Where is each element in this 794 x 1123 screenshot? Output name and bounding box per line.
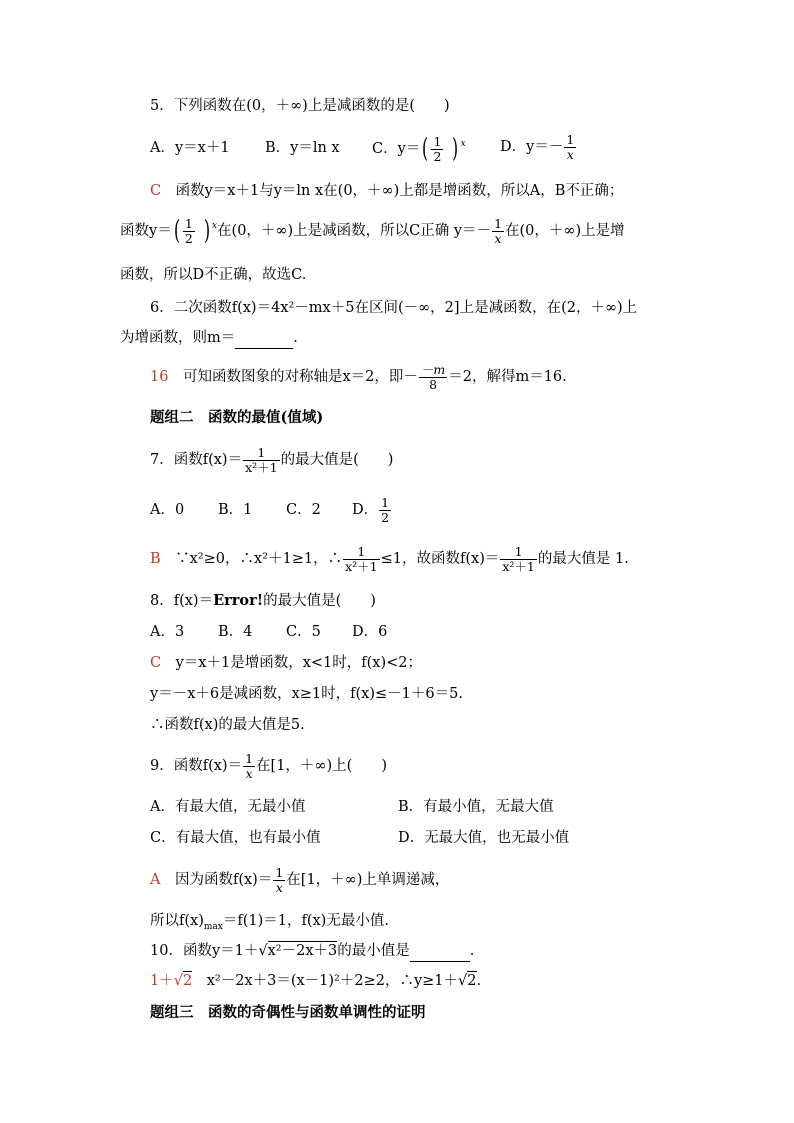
sqrt-sign-icon: √ xyxy=(258,943,268,959)
q7-option-d: D． $\frac{1}{2}$ xyxy=(352,494,390,525)
q8-explanation-line2: y＝－x＋6是减函数，x≥1时，f(x)≤－1＋6＝5. xyxy=(150,686,463,702)
q5-explanation-line3: 函数，所以D不正确，故选C. xyxy=(120,267,307,283)
q6-answer: 16 xyxy=(150,369,169,385)
q9-answer: A xyxy=(150,872,161,888)
q6-explanation: 16 可知函数图象的对称轴是x＝2，即－ $\frac{-m}{8}$ ＝2，解得m＝16. xyxy=(150,361,567,392)
q9-explanation-line1: A 因为函数f(x)＝ $\frac{1}{x}$ 在[1，＋∞)上单调递减， xyxy=(150,864,450,895)
q8-option-b: B．4 xyxy=(218,624,253,640)
q9-option-c: C．有最大值，也有最小值 xyxy=(150,830,321,846)
q8-option-d: D．6 xyxy=(352,624,388,640)
group3-heading: 题组三 函数的奇偶性与函数单调性的证明 xyxy=(150,1004,426,1021)
q6-stem-line1: 6．二次函数f(x)＝4x²－mx＋5在区间(－∞，2]上是减函数，在(2，＋∞)上 xyxy=(150,300,638,316)
q9-option-d: D．无最大值，也无最小值 xyxy=(398,830,570,846)
q9-explanation-line2: 所以$f(x)_{max}=f(1)=1$，f(x)无最小值. xyxy=(150,913,389,932)
q8-answer: C xyxy=(150,655,162,671)
q8-option-c: C．5 xyxy=(286,624,321,640)
q7-option-c: C．2 xyxy=(286,502,321,518)
q9-option-a: A．有最大值，无最小值 xyxy=(150,799,306,815)
q10-stem: 10．函数y＝1＋√x²－2x＋3的最小值是 . xyxy=(150,941,474,962)
q7-explanation: B ∵x²≥0，∴x²＋1≥1，∴ $\frac{1}{\text{x²＋1}}$ ≤1，故函数f(x)＝ $\frac{1}{\text{x²＋1}}$ 的最大值是 1. xyxy=(150,543,629,574)
q5-answer: C xyxy=(150,183,162,199)
q6-answer-blank xyxy=(235,328,293,349)
q8-explanation-line1: C y＝x＋1是增函数，x<1时，f(x)<2； xyxy=(150,655,422,671)
q10-answer: 1＋√2 xyxy=(150,973,193,989)
q5-option-d: D．y＝－ $\frac{1}{x}$ xyxy=(500,131,575,162)
q7-option-b: B．1 xyxy=(218,502,253,518)
q5-stem: 5．下列函数在(0，＋∞)上是减函数的是( ) xyxy=(150,98,450,114)
q5-option-b: B．y＝ln x xyxy=(265,140,340,156)
q8-option-a: A．3 xyxy=(150,624,185,640)
q9-option-b: B．有最小值，无最大值 xyxy=(398,799,554,815)
q8-explanation-line3: ∴函数f(x)的最大值是5. xyxy=(150,717,305,733)
q8-error-field: Error! xyxy=(213,592,264,609)
q7-stem: 7．函数f(x)＝ $\frac{1}{\text{x²＋1}}$ 的最大值是( ) xyxy=(150,444,394,475)
q5-explanation-line1: C 函数y＝x＋1与y＝ln x在(0，＋∞)上都是增函数，所以A，B不正确； xyxy=(150,183,624,199)
q8-stem: 8．f(x)＝Error!的最大值是( ) xyxy=(150,592,376,609)
q7-option-a: A．0 xyxy=(150,502,185,518)
q5-option-c: C．y＝( $\frac{1}{2}$ ) $^x$ xyxy=(372,133,466,164)
q10-explanation: 1＋√2 x²－2x＋3＝(x－1)²＋2≥2，∴y≥1＋√2. xyxy=(150,973,482,989)
q6-stem-line2: 为增函数，则m＝ . xyxy=(120,328,298,349)
q9-stem: 9．函数f(x)＝ $\frac{1}{x}$ 在[1，＋∞)上( ) xyxy=(150,750,387,781)
q7-answer: B xyxy=(150,551,161,567)
q5-explanation-line2: 函数y＝( $\frac{1}{2}$ ) $^x$在(0，＋∞)上是减函数，所以C正确 y＝－ $\frac{1}{x}$ 在(0，＋∞)上是增 xyxy=(120,215,625,246)
q10-answer-blank xyxy=(410,941,470,962)
q5-option-a: A．y＝x＋1 xyxy=(150,140,230,156)
group2-heading: 题组二 函数的最值(值域) xyxy=(150,409,324,426)
